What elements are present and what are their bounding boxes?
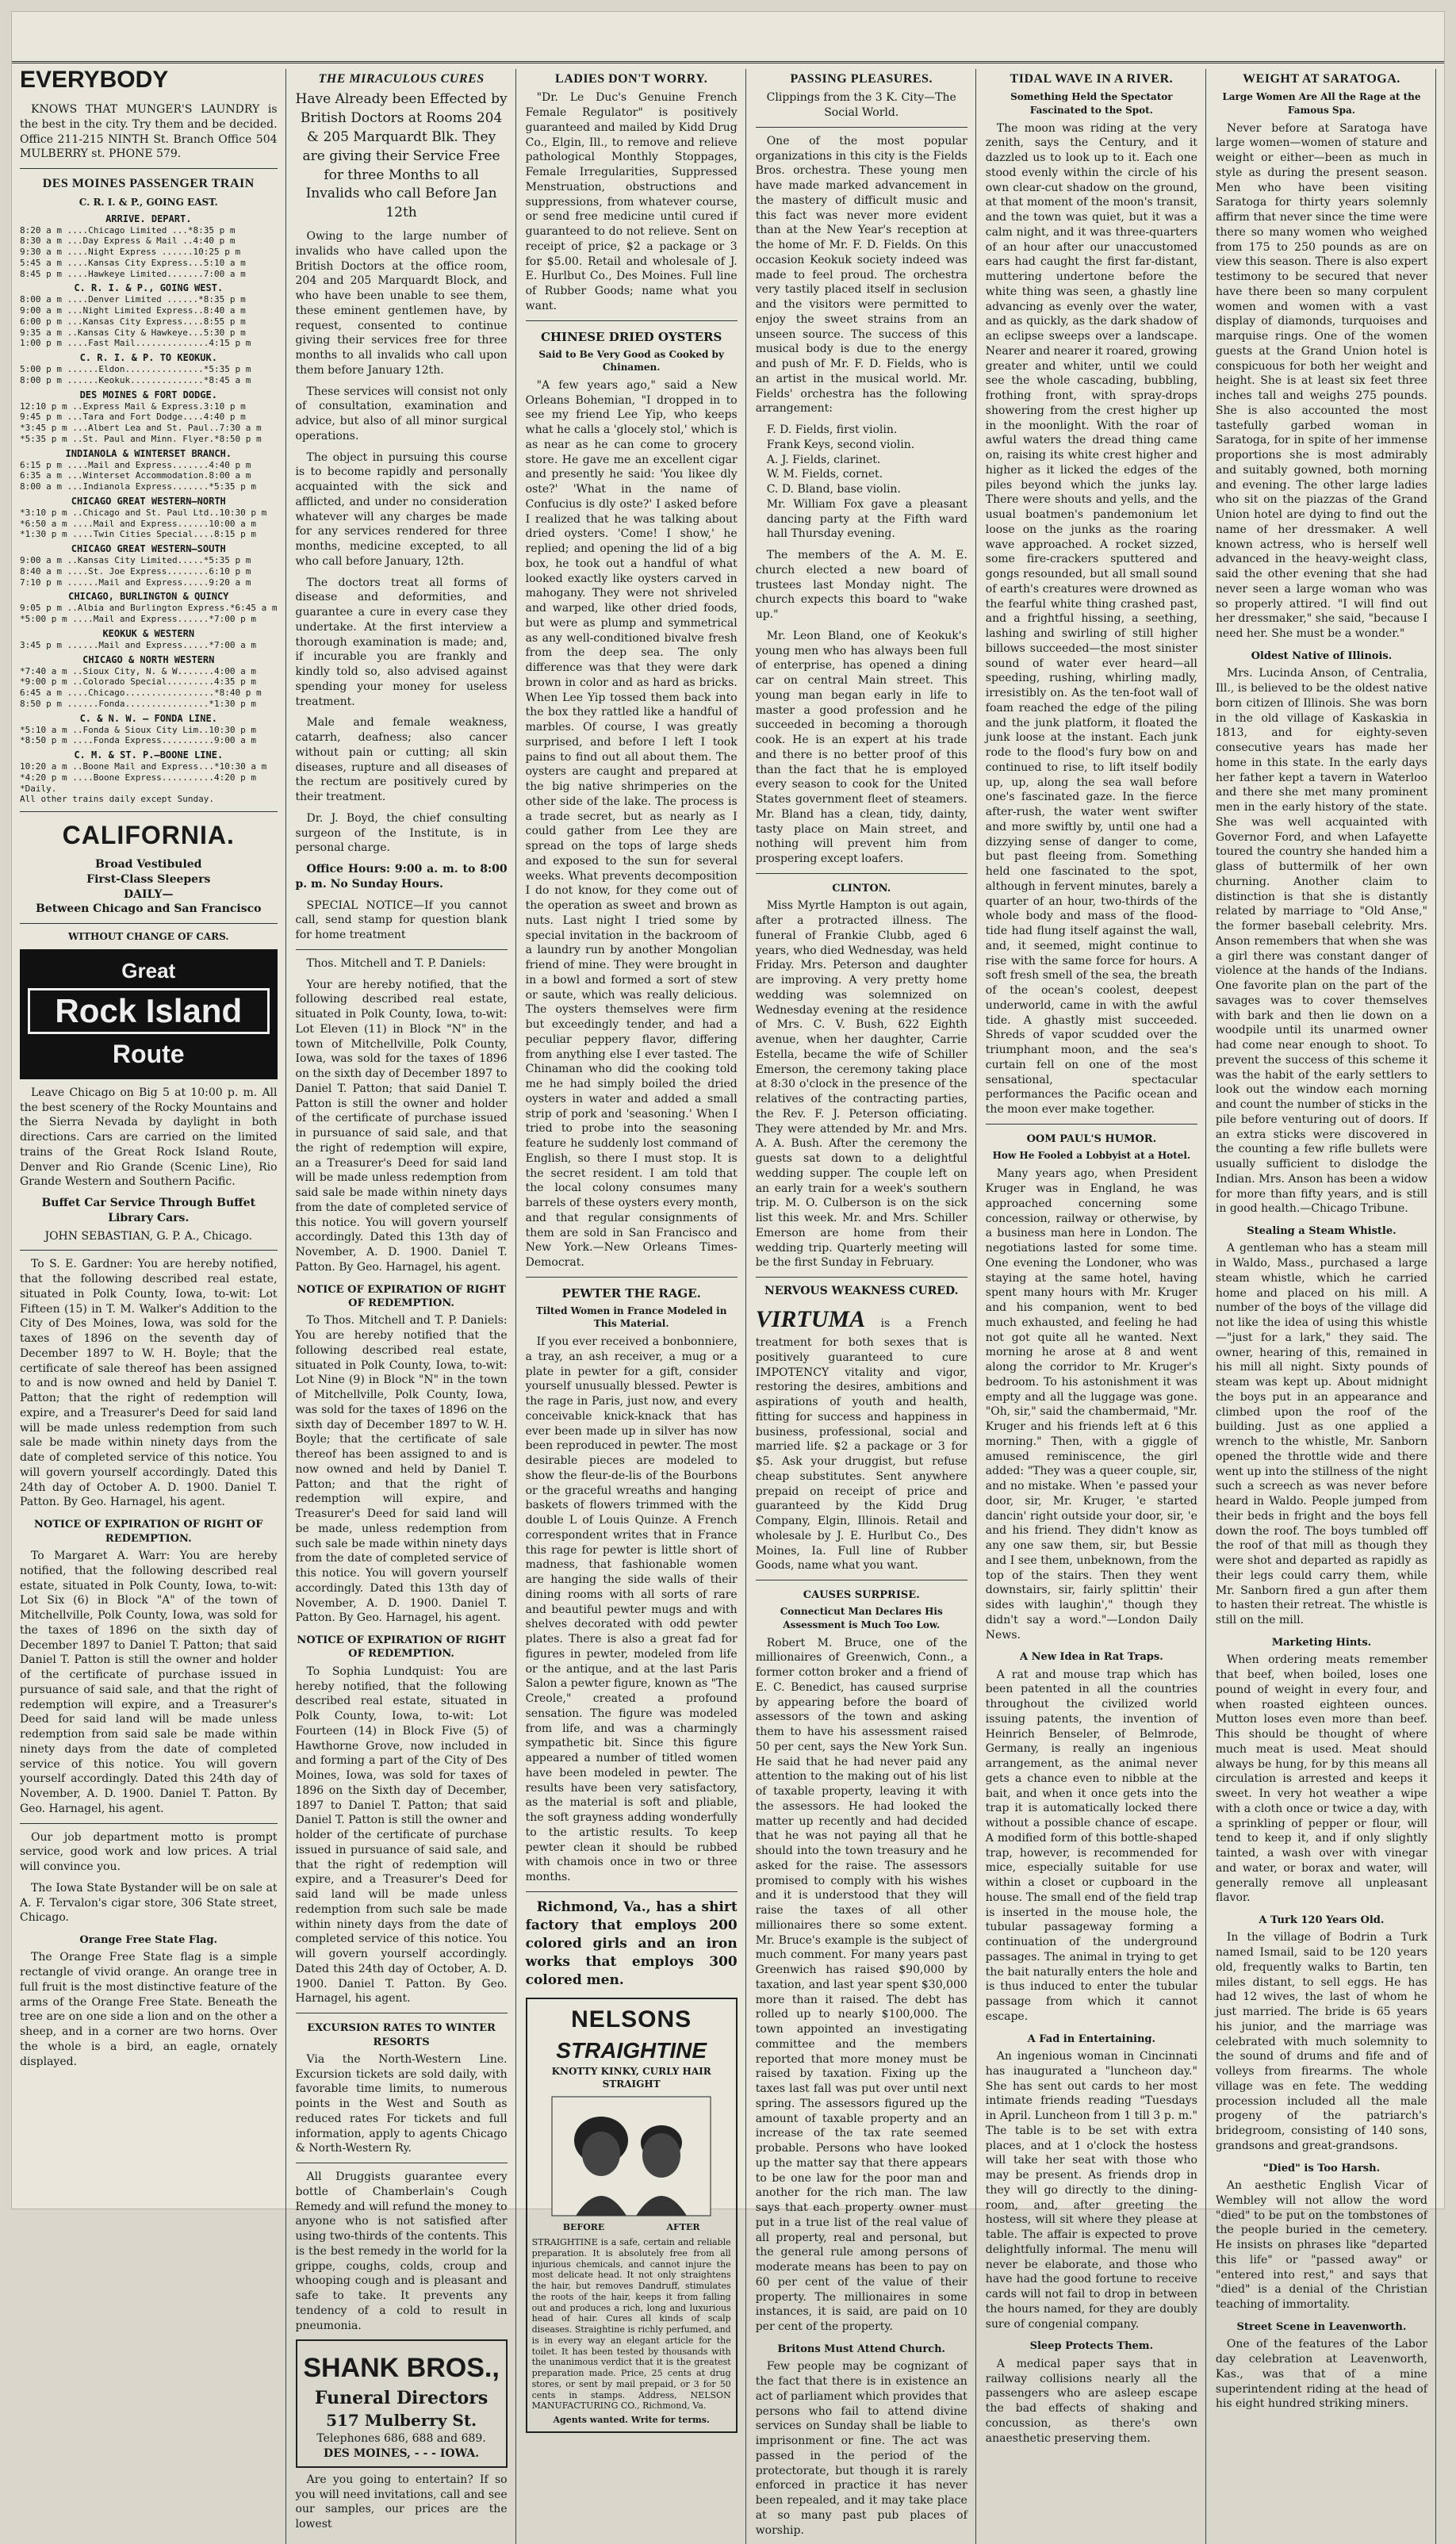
- divider: [20, 811, 278, 812]
- timetable-row: *3:10 p m ..Chicago and St. Paul Ltd..10:30 p m: [20, 507, 267, 518]
- timetable-row: *5:35 p m ..St. Paul and Minn. Flyer.*8:50 p m: [20, 433, 262, 444]
- pewter-subheading: Tilted Women in France Modeled in This Material.: [535, 1305, 727, 1330]
- column-1: [20, 69, 286, 2544]
- rock-island-logo: [20, 949, 278, 1079]
- causes-subheading: Connecticut Man Declares His Assessment is Much Too Low.: [780, 1606, 943, 1630]
- nelson-title: NELSONS: [571, 2006, 692, 2033]
- cures-body: Dr. J. Boyd, the chief consulting surgeon of the Institute, is in personal charge.: [295, 811, 508, 855]
- special-notice: SPECIAL NOTICE—If you cannot call, send stamp for question blank for home treatment: [295, 898, 508, 942]
- shank-bros-subtitle: Funeral Directors: [314, 2388, 489, 2408]
- oldest-native-heading: Oldest Native of Illinois.: [1251, 649, 1393, 662]
- timetable-row: 9:05 p m ..Albia and Burlington Express.*6:45 a m: [20, 603, 278, 614]
- marketing-body: When ordering meats remember that beef, when boiled, loses one pound of weight in every four, and when roasted eighteen ounces. Mutton loses even more than beef. This should be thought of where much meat is used. Meat should always be hung, for by this means all circulation is arrested and keeps it sweet. In very hot weather a wipe with a cloth once or twice a day, with a sprinkling of pepper or flour, will tend to keep it, and if only slightly tainted, a wash over with vinegar and water, or borax and water, will generally remove all unpleasant flavor.: [1215, 1653, 1427, 1905]
- oom-paul-body: Many years ago, when President Kruger was in England, he was approached concerning some concession, railway or otherwise, by a business man here in London. The negotiations lasted for some time. One evening the Londoner, who was staying at the same hotel, having spent many hours with Mr. Kruger and his companion, went to bed much exhausted, and feeling he had not got quite all he wanted. Next morning he arose at 8 and went along the corridor to Mr. Kruger's bedroom. To his astonishment it was empty and all the luggage was gone. "Oh, sir," said the chambermaid, "Mr. Kruger and his friends left at 6 this morning." Then, with a giggle of amused reminiscence, the girl added: "They was a queer couple, sir, and no mistake. When 'e passed your door, sir, Mr. Kruger, 'e started dancin' right outside your door, sir, 'e and his friend. They didn't know as any one saw them, sir, but Bessie and I see them, unbeknown, from the top of the stairs. Then they went downstairs, sir, fairly splittin' their sides with laughin'," though they didn't say a word."—London Daily News.: [985, 1167, 1197, 1642]
- article-heading: Orange Free State Flag.: [79, 1934, 218, 1947]
- timetable-row: 6:45 a m ....Chicago.................*8:40 p m: [20, 688, 262, 699]
- timetable-row: 8:00 a m ...Indianola Express.......*5:35 p m: [20, 481, 257, 492]
- article-body: Mr. Leon Bland, one of Keokuk's young men who has always been full of enterprise, has opened a dining car on central Main street. This young man began early in life to master a good profession and he succeeded in becoming a thorough cook. He is an expert at his trade and there is no better proof of this than the fact that he is employed every season to cook for the United States government fleet of steamers. Mr. Bland has a clean, tidy, dainty, tasty place on Main street, and nothing will prevent him from prospering except loafers.: [755, 629, 967, 866]
- timetable-row: 8:45 p m ....Hawkeye Limited.......7:00 a m: [20, 268, 246, 279]
- timetable-row: *7:40 a m ..Sioux City, N. & W.......4:00 a m: [20, 665, 257, 676]
- street-scene-body: One of the features of the Labor day celebration at Leavenworth, Kas., was that of a mine superintendent riding at the head of his eight hundred striking miners.: [1215, 2338, 1427, 2411]
- column-5: [986, 69, 1206, 2544]
- whistle-body: A gentleman who has a steam mill in Waldo, Mass., purchased a large steam whistle, which he carried home and placed on his mill. A number of the boys of the village did not like the idea of using this whistle—"just for a lark," they said. The owner, hearing of this, remained in his mill all night. Sixty pounds of steam was kept up. About midnight the boys put in an appearance and climbed upon the roof of the building. Just as one applied a wrench to the whistle, Mr. Sanborn opened the throttle wide and there went up into the stillness of the night such a screech as was never before heard in Waldo. People jumped from their beds in fright and the boys fell down the roof. The boys tumbled off the roof of that mill as though they were shot and departed as rapidly as their legs could carry them, while Mr. Sanborn fired a gun after them to hasten their retreat. The whistle is still on the mill.: [1215, 1242, 1427, 1627]
- oom-paul-subheading: How He Fooled a Lobbyist at a Hotel.: [992, 1150, 1191, 1162]
- oysters-body: "A few years ago," said a New Orleans Bohemian, "I dropped in to see my friend Lee Yip, who keeps what he calls a 'glocely stol,' which is as near as he can come to grocery store. He gave me an excellent cigar and presently he said: 'You likee dly oste?' 'What in the name of Confucius is dly oste?' I asked before I realized that he was talking about dried oysters. 'Come! I show,' he replied; and opening the lid of a big box, he took out a handful of what looked exactly like oysters carved in mahogany. They were not shriveled and warped, like other dried foods, but were as plump and symmetrical as any well-conditioned bivalve fresh from the deep sea. The only difference was that they were dark brown in color and as hard as bricks. When Lee Yip tossed them back into the box they rattled like a handful of marbles. Of course, I was greatly surprised, and before I left I took pains to find out all about them. The oysters are caught and prepared at the big native shrimperies on the other side of the lake. The process is a trade secret, but as nearly as I could gather from Lee they are spread on the tops of large sheds and exposed to the sun for several weeks. What prevents decomposition I do not know, for they come out of the operation as sweet and brown as nuts. Last night I tried some by special invitation in the backroom of a laundry run by another Mongolian friend of mine. They were brought in in a bowl and formed a sort of stew or saute, which was really delicious. The oysters themselves were firm but exceedingly tender, and had a peculiar peppery flavor, differing from anything else I ever tasted. The Chinaman who did the cooking told me he had simply boiled the dried oysters in water and added a small strip of pork and 'seasoning.' When I tried to probe into the seasoning feature he suddenly lost command of English, so there I must stop. It is the secret resident. I am told that the local colony consumes many barrels of these oysters every month, and that regular consignments of them are sold in San Francisco and New York.—New Orleans Times-Democrat.: [525, 378, 738, 1270]
- timetable-row: *5:10 a m ..Fonda & Sioux City Lim..10:30 p m: [20, 724, 257, 735]
- office-hours: Office Hours: 9:00 a. m. to 8:00 p. m. No Sunday Hours.: [295, 863, 508, 891]
- roster-line: C. D. Bland, base violin.: [766, 483, 901, 496]
- roster-line: Mr. William Fox gave a pleasant dancing party at the Fifth ward hall Thursday evening.: [766, 497, 967, 541]
- timetable-section-heading: KEOKUK & WESTERN: [102, 627, 195, 639]
- roster-line: A. J. Fields, clarinet.: [766, 453, 881, 466]
- divider: [20, 1823, 278, 1824]
- timetable-row: *9:00 p m ..Colorado Special.........4:35 p m: [20, 676, 257, 688]
- timetable-row: 9:35 a m ..Kansas City & Hawkeye...5:30 p m: [20, 327, 246, 338]
- pewter-body: If you ever received a bonbonniere, a tray, an ash receiver, a mug or a plate in pewter for a gift, consider yourself unusually blessed. Pewter is the rage in Paris, just now, and every conceivable knick-knack that has ever been made up in silver has now been reproduced in pewter. The most desirable pieces are modeled to show the fleur-de-lis of the Bourbons or the graceful wreaths and hanging baskets of flowers trimmed with the double L of Louis Quinze. A French correspondent writes that in France this rage for pewter is little short of madness, that fashionable women are hanging the side walls of their dining rooms with all sorts of rare and beautiful pewter mugs and with shelves decorated with odd pewter plates. There is also a great fad for figures in pewter, modeled from life or the antique, and at the last Paris Salon a pewter figure, known as "The Creole," created a profound sensation. The figure was modeled from life, and was a charmingly sympathetic bit. Since this figure appeared a number of titled women have been modeled in pewter. The results have been very satisfactory, as the material is soft and pliable, the soft grayness adding wonderfully to the artistic results. To keep pewter clean it should be rubbed with chamois once in two or three months.: [525, 1335, 738, 1884]
- without-change-line: WITHOUT CHANGE OF CARS.: [67, 931, 229, 943]
- timetable-row: 9:00 a m ..Kansas City Limited.....*5:35 p m: [20, 555, 251, 566]
- divider: [756, 127, 967, 128]
- virtuma-ad: [756, 1304, 967, 1573]
- cal-line: DAILY—: [124, 887, 174, 901]
- timetable-row: 8:00 a m ....Denver Limited ......*8:35 p m: [20, 294, 246, 305]
- turk-heading: A Turk 120 Years Old.: [1259, 1914, 1385, 1927]
- cal-line: Between Chicago and San Francisco: [36, 902, 262, 916]
- shank-bros-telephones: Telephones 686, 688 and 689.: [316, 2432, 486, 2446]
- nervous-weakness-heading: NERVOUS WEAKNESS CURED.: [764, 1285, 959, 1298]
- job-department-note: Our job department motto is prompt service, good work and low prices. A trial will convince you.: [20, 1830, 278, 1874]
- article-body: One of the most popular organizations in this city is the Fields Bros. orchestra. These young men have made marked advancement in the mastery of difficult music and this fact was never more evident than at the New Year's reception at the home of Mr. F. D. Fields. On this occasion Keokuk society indeed was made to feel proud. The orchestra very tastily placed itself in seclusion and the visitors were permitted to enjoy the sweet strains from an unseen source. The success of this musical body is due to the energy and push of Mr. F. D. Fields, who is an artist in the musical world. Mr. Fields' orchestra has the following arrangement:: [755, 134, 967, 416]
- timetable-row: 7:10 p m ......Mail and Express.....9:20 a m: [20, 577, 251, 588]
- cures-body: These services will consist not only of consultation, examination and advice, but also of all minor surgical operations.: [295, 385, 508, 443]
- sleep-body: A medical paper says that in railway collisions nearly all the passengers who are asleep escape the bad effects of shaking and concussion, as there's own anaesthetic preserving them.: [985, 2357, 1197, 2445]
- died-body: An aesthetic English Vicar of Wembley will not allow the word "died" to be put on the tombstones of the people buried in the cemetery. He insists on phrases like "departed this life" or "passed away" or "entered into rest," and says that "died" is a denial of the Christian teaching of immortality.: [1215, 2179, 1427, 2312]
- saratoga-body: Never before at Saratoga have large women—women of stature and weight or either—been as much in style as during the present season. Men who have been visiting Saratoga for thirty years solemnly affirm that never since the time were there so many women who weighed from 175 to 250 pounds as are on view this season. There is also expert testimony to be secured that never have there been so many corpulent women and women with a vast display of diamonds, turquoises and marquise rings. One of the women guests at the Grand Union hotel is conspicuous for both her weight and height. She is at least six feet three inches tall and weighs 275 pounds. She is also accounted the most tastefully garbed woman in Saratoga, for in spite of her immense proportions she is most admirably and suitably gowned, both morning and evening. The other large ladies who sit on the piazzas of the Grand Union hotel are dying to find out the name of her dressmaker. A well known actress, who is herself well advanced in the heavy-weight class, said the other evening that she had never seen a large woman who was so properly attired. "I will find out her dressmaker," she said, "because I need her. She must be a wonder.": [1215, 121, 1427, 641]
- rock-agent: JOHN SEBASTIAN, G. P. A., Chicago.: [44, 1229, 253, 1243]
- oldest-native-body: Mrs. Lucinda Anson, of Centralia, Ill., is believed to be the oldest native born citizen of Illinois. She was born in the old village of Kaskaskia in 1813, and for eighty-seven consecutive years has made her home in this state. In the early days her father kept a tavern in Waterloo and there she met many prominent men in the early history of the state. She was well acquainted with Governor Ford, and when Lafayette toured the country she handed him a glass of buttermilk of her own churning. Another claim to distinction is that she is distantly related by marriage to "Old Anse," the former baseball celebrity. Mrs. Anson remembers that when she was a girl there was constant danger of violence at the hands of the Indians. One favorite plan on the part of the savages was to cover themselves with bark and then lie down on a woodpile until its unarmed owner had come near enough to shoot. To prevent the success of this scheme it was the habit of the early settlers to look out the window each morning and count the number of sticks in the pile before venturing out of doors. If an extra sticks were discovered in the counting a few rifle bullets were usually sufficient to dislodge the Indian. Mrs. Anson has been a widow for more than fifty years, and is still in good health.—Chicago Tribune.: [1215, 667, 1427, 1216]
- divider: [526, 1891, 738, 1892]
- roster-line: W. M. Fields, cornet.: [766, 468, 883, 481]
- divider: [20, 1250, 278, 1251]
- timetable-section-heading: C. R. I. & P., GOING WEST.: [74, 282, 224, 294]
- timetable-row: *4:20 p m ....Boone Express..........4:20 p m: [20, 772, 257, 783]
- virtuma-ad-text: is a French treatment for both sexes that is positively guaranteed to cure IMPOTENCY vitality and vigor, restoring the desires, ambitions and aspirations of youth and health, fitting for success and happiness in business, professional, social and married life. $2 a package or 3 for $5. Ask your druggist, but refuse cheap substitutes. Sent anywhere prepaid on receipt of price and guaranteed by the Kidd Drug Company, Elgin, Illinois. Retail and wholesale by J. E. Hurlbut Co., Des Moines, Ia. Full line of Rubber Goods, name what you want.: [755, 1316, 967, 1573]
- divider: [526, 320, 738, 321]
- timetable-section-heading: C. & N. W. — FONDA LINE.: [79, 712, 217, 724]
- timetable-row: 8:00 p m ......Keokuk..............*8:45 a m: [20, 374, 251, 385]
- timetable-section-heading: C. R. I. & P. TO KEOKUK.: [79, 352, 217, 364]
- clinton-heading: CLINTON.: [832, 882, 891, 895]
- timetable-row: 8:50 p m ......Fonda................*1:30 p m: [20, 698, 257, 709]
- nelson-agents: Agents wanted. Write for terms.: [553, 2415, 710, 2426]
- oysters-heading: CHINESE DRIED OYSTERS: [540, 329, 722, 344]
- clippings-line: Clippings from the 3 K. City—The Social World.: [766, 91, 956, 120]
- cal-line: First-Class Sleepers: [86, 872, 211, 886]
- timetable-row: All other trains daily except Sunday.: [20, 794, 215, 805]
- timetable-section-heading: INDIANOLA & WINTERSET BRANCH.: [65, 447, 232, 459]
- train-schedule-subheading: C. R. I. & P., GOING EAST.: [79, 196, 218, 208]
- timetable-row: *8:50 p m ....Fonda Express..........9:00 a m: [20, 735, 257, 746]
- timetable-row: 9:45 p m ...Tara and Fort Dodge....4:40 p m: [20, 412, 246, 423]
- causes-body: Robert M. Bruce, one of the millionaires of Greenwich, Conn., a former cotton broker and a friend of E. C. Benedict, has caused surprise by appearing before the board of assessors of the town and asking them to have his assessment raised 50 per cent, says the New York Sun. He said that he had never paid any attention to the making out of his list of taxable property, leaving it with the assessors. He had looked the matter up recently and had decided that he was not paying all that he should into the town treasury and he asked for the raise. The assessors promised to comply with his wishes and it is understood that they will raise the taxes of all other millionaires there so some extent. Mr. Bruce's example is the subject of much comment. For many years past Greenwich has raised $90,000 by taxation, and last year spent $30,000 more than it raised. The debt has rolled up to nearly $100,000. The town appointed an investigating committee and the members reported that more money must be raised by taxation. Fixing up the taxes last fall was put over until next spring. The assessors figured up the amount of taxable property and an increase of the tax rate seemed probable. Persons who have looked up the matter say that there appears to be one law for the poor man and another for the rich man. The law says that each property owner must put in a true list of the real value of all property, real and personal, but the general rule among persons of moderate means has been to pay on 60 per cent of the value of their property. The millionaires in some instances, it is said, are paid on 10 per cent of the property.: [755, 1636, 967, 2334]
- timetable-section-heading: DES MOINES & FORT DODGE.: [79, 389, 217, 400]
- excursion-body: Via the North-Western Line. Excursion tickets are sold daily, with favorable time limits, to numerous points in the West and South as reduced rates For tickets and full information, apply to agents Chicago & North-Western Ry.: [295, 2052, 508, 2155]
- cures-body: Male and female weakness, catarrh, deafness; also cancer without pain or cutting; all skin diseases, rupture and all diseases of the rectum are positively cured by their treatment.: [295, 716, 508, 804]
- shank-bros-address: 517 Mulberry St.: [326, 2411, 477, 2431]
- timetable-row: 12:10 p m ..Express Mail & Express.3:10 p m: [20, 400, 246, 412]
- marketing-heading: Marketing Hints.: [1271, 1636, 1372, 1649]
- timetable-row: 6:15 p m ....Mail and Express.......4:40 p m: [20, 459, 251, 470]
- timetable-section-heading: CHICAGO, BURLINGTON & QUINCY: [68, 591, 229, 603]
- munger-ad: KNOWS THAT MUNGER'S LAUNDRY is the best in the city. Try them and be decided. Office 211-215 NINTH St. Branch Office 504 MULBERRY st. PHONE 579.: [20, 103, 278, 161]
- excursion-heading: EXCURSION RATES TO WINTER RESORTS: [307, 2022, 496, 2048]
- timetable-row: 8:40 a m ....St. Joe Express........6:10 p m: [20, 565, 251, 577]
- saratoga-heading: WEIGHT AT SARATOGA.: [1243, 72, 1400, 86]
- california-headline: CALIFORNIA.: [62, 821, 235, 850]
- timetable-row: *6:50 a m ....Mail and Express......10:00 a m: [20, 518, 257, 529]
- roster-line: Frank Keys, second violin.: [766, 438, 915, 451]
- rock-great-text: Great: [121, 959, 176, 983]
- orchestra-roster: [767, 423, 967, 542]
- train-timetable: [20, 213, 278, 806]
- legal-notice: To Thos. Mitchell and T. P. Daniels: You are hereby notified that the following described real estate, situated in Polk County, Iowa, to-wit: Lot Nine (9) in Block "N" in the town of Mitchellville, Polk County, Iowa, was sold for the taxes of 1896 on the sixth day of December 1897 to W. H. Boyle; that the certificate of sale thereof has been assigned to and is now owned and held by Daniel T. Patton; and that the right of redemption will expire, and Treasurer's Deed for said land will be made, unless redemption from such sale be made within ninety days from the date of completed service of this notice. You will govern yourself accordingly. Dated this 13th day of November, A. D. 1900. Daniel T. Patton. By Geo. Harnagel, his agent.: [295, 1314, 508, 1625]
- column-2: [296, 69, 516, 2544]
- cures-body: The doctors treat all forms of disease and deformities, and guarantee a cure in every case they undertake. At the first interview a thorough examination is made; and, if incurable you are frankly and kindly told so, also advised against spending your money for useless treatment.: [295, 576, 508, 708]
- saratoga-subheading: Large Women Are All the Rage at the Famous Spa.: [1222, 91, 1421, 116]
- timetable-row: 9:00 a m ...Night Limited Express..8:40 a m: [20, 305, 246, 316]
- whistle-heading: Stealing a Steam Whistle.: [1247, 1225, 1397, 1237]
- timetable-row: 9:30 a m ....Night Express ......10:25 p m: [20, 247, 241, 258]
- timetable-row: *Daily.: [20, 783, 57, 794]
- rat-trap-body: A rat and mouse trap which has been patented in all the countries throughout the civilized world issuing patents, the invention of Heinrich Benseler, of Belmrode, Germany, is really an ingenious arrangement, as the animal never gets a chance even to nibble at the bait, and when it once gets into the trap it is automatically locked there without a possible chance of escape. A modified form of this bottle-shaped trap, however, is recommended for mice, especially suitable for use within a closet or cupboard in the house. The small end of the field trap is inserted in the mouse hole, the tubular passageway forming a continuation of the underground passages. The animal in trying to get the bait naturally enters the hole and is thus induced to enter the tubular passage from which it cannot escape.: [985, 1668, 1197, 2023]
- legal-notice-heading: NOTICE OF EXPIRATION OF RIGHT OF REDEMPTION.: [34, 1519, 263, 1545]
- timetable-row: *1:30 p m ....Twin Cities Special....8:15 p m: [20, 529, 257, 540]
- church-heading: Britons Must Attend Church.: [777, 2343, 946, 2355]
- timetable-row: 6:00 p m ...Kansas City Express....8:55 p m: [20, 316, 246, 327]
- shank-bros-name: SHANK BROS.,: [303, 2353, 500, 2384]
- divider: [756, 873, 967, 874]
- druggists-ad: All Druggists guarantee every bottle of Chamberlain's Cough Remedy and will refund the money to anyone who is not satisfied after using two-thirds of the contents. This is the best remedy in the world for la grippe, coughs, colds, croup and whooping cough and is pleasant and safe to take. It prevents any tendency of a cold to result in pneumonia.: [295, 2170, 508, 2332]
- timetable-row: 5:45 a m ....Kansas City Express...5:10 a m: [20, 257, 246, 268]
- timetable-section-heading: CHICAGO & NORTH WESTERN: [82, 653, 215, 665]
- rock-island-text: Rock Island: [28, 988, 270, 1034]
- legal-notice: Your are hereby notified, that the following described real estate, situated in Polk County, Iowa, to-wit: Lot Eleven (11) in Block "N" in the town of Mitchellville, Polk County, Iowa, was sold for the taxes of 1896 on the sixth day of December 1897 to Daniel T. Patton; that said Daniel T. Patton is still the owner and holder of the certificate of purchase issued in pursuance of said sale, and that the right of redemption will expire, an a Treasurer's Deed for said land will be made unless redemption from said sale be made within ninety days from the date of completed service of this notice. You will govern yourself accordingly. Dated this 13th day of November, A. D. 1900. Daniel T. Patton. By Geo. Harnagel, his agent.: [295, 978, 508, 1274]
- legal-notice: To Margaret A. Warr: You are hereby notified, that the following described real estate, situated in Polk County, Iowa, to-wit: Lot Six (6) in Block "A" of the town of Mitchellville, Polk County, Iowa, was sold for the taxes of 1896 on the sixth day of December 1897 to Daniel T. Patton; that said Daniel T. Patton is still the owner and holder of the certificate of purchase issued in pursuance of said sale, and that the right of redemption will expire, and a Treasurer's Deed for said land will be made unless redemption from said sale be made within ninety days from the date of completed service of this notice. You will govern yourself accordingly. Dated this 24th day of November, A. D. 1900. Daniel T. Patton. By Geo. Harnagel, his agent.: [20, 1550, 278, 1815]
- article-body: The Orange Free State flag is a simple rectangle of vivid orange. An orange tree in full fruit is the most distinctive feature of the arms of the Orange Free State. Beneath the tree are on one side a lion and on the other a sheep, and in a corner are two horns. Over the whole is a bird, an eagle, ornately displayed.: [20, 1951, 278, 2068]
- fad-heading: A Fad in Entertaining.: [1027, 2033, 1156, 2045]
- fad-body: An ingenious woman in Cincinnati has inaugurated a "luncheon day." She has sent out cards to her most intimate friends reading "Tuesdays in April. Luncheon from 1 till 3 p. m." The table is to be set with extra places, and at 1 o'clock the hostess will take her seat with those who may be present. As friends drop in they will go directly to the dining-room, and, after greeting the hostess, will sit where they please at table. The affair is expected to prove delightfully informal. The menu will never be elaborate, and those who have had the good fortune to receive cards will not fail to drop in between the hours named, for they are doubly sure of congenial company.: [985, 2050, 1197, 2331]
- everybody-headline: EVERYBODY: [20, 67, 169, 93]
- died-heading: "Died" is Too Harsh.: [1263, 2162, 1381, 2174]
- tidal-wave-body: The moon was riding at the very zenith, says the Century, and it dazzled us to look up to it. Each one stood evenly within the circle of his own clear-cut shadow on the ground, at that moment of the moon's transit, and the town was quiet, but it was a calm night, and it was three-quarters of an hour after our unaccustomed ears had caught the first far-distant, muttering undertone before the white thing was seen, a ghastly line advancing as evenly over the water, and as quickly, as the dark shadow of an eclipse sweeps over a landscape. Nearer and nearer it roared, growing greater and whiter, until we could see the whole cascading, bubbling, frothing front, with spray-drops showering from the crest higher up in the moonlight. With the roar of awful waters the dread thing came on, raising its white crest higher and higher as it licked the edges of the piles beyond which the junks lay. There were shouts and yells, and the usual boatmen's pandemonium let loose on the junks as the roaring wave approached. A rocket sizzed, some fire-crackers sputtered and gongs resounded, but all small sound of earth's creatures were drowned as the fearful white thing crashed past, and a frightful hissing, a seething, lashing and swirling of still higher billows succeeded—the most sinister sound of water ever heard—all speeding, rushing, whirling madly, irresistibly on. As the ten-foot wall of foam reached the edge of the piling and the junk platform, it floated the junk loose at the instant. Each junk rode to the flood's fury bow on and continued to rise, to lift itself bodily up, up, along the sea wall before one's fascinated gaze. In the fierce after-rush, the water went swifter and more swiftly by, until one had a dizzying sense of danger to come, but past fleeing from. Something held one fascinated to the spot, although in fervent minutes, barely a quarter of an hour, two-thirds of the whole body and mass of the flood-tide had flung itself against the wall, and, it seemed, might continue to rise with the same force for hours. A soft fresh smell of the sea, the breath of the ocean's coolest, deepest underworld, came in with the awful tide. A ghastly mist succeeded. Shreds of vapor scudded over the triumphant moon, and the sea's curtain fell on one of the most sensational, spectacular performances the Pacific ocean and the moon ever make together.: [985, 121, 1197, 1117]
- shank-bros-ad: [296, 2339, 508, 2467]
- newspaper-page: [11, 11, 1445, 2537]
- ladies-ad: "Dr. Le Duc's Genuine French Female Regulator" is positively guaranteed and mailed by Kidd Drug Co., Elgin, Ill., to remove and relieve pathological Monthly Stoppages, Female Irregularities, Suppressed Menstruation, obstructions and suppressions, from whatever course, or send free medicine until cured if guaranteed to do not relieve. Sent on receipt of price, $2 a package or 3 for $5.00. Retail and wholesale of J. E. Hurlbut Co., Des Moines. Full line of Rubber Goods; name what you want.: [525, 91, 738, 312]
- shank-bros-city: DES MOINES, - - - IOWA.: [323, 2447, 480, 2461]
- nelson-product: STRAIGHTINE: [556, 2037, 707, 2063]
- legal-notice: To S. E. Gardner: You are hereby notified, that the following described real estate, situated in Polk County, Iowa, to-wit: Lot Fifteen (15) in T. M. Walker's Addition to the City of Des Moines, Iowa, was sold for the taxes of 1896 on the seventh day of December 1897 to W. H. Boyle; that the certificate of sale thereof has been assigned to and is now owned and held by Daniel T. Patton; that the right of redemption will expire, and a Treasurer's Deed for said land will be made unless redemption from such sale be made within ninety days from the date of completed service of this notice. You will govern yourself accordingly. Dated this 24th day of October A. D. 1900. Daniel T. Patton. By Geo. Harnagel, his agent.: [20, 1258, 278, 1509]
- timetable-section-heading: CHICAGO GREAT WESTERN—SOUTH: [71, 543, 226, 555]
- invitation-ad: Are you going to entertain? If so you will need invitations, call and see our samples, our prices are the lowest: [295, 2473, 508, 2531]
- church-body: Few people may be cognizant of the fact that there is in existence an act of parliament which provides that persons who fail to attend divine services on Sunday shall be liable to imprisonment or fine. The act was passed in the period of the protectorate, but though it is rarely enforced in practice it has never been repealed, and it may take place at so many past pub places of worship.: [755, 2360, 967, 2537]
- cures-body: The object in pursuing this course is to become rapidly and personally acquainted with the sick and afflicted, and under no consideration whatever will any charges be made for any services rendered for three months, medicine excepted, to all who call before January, 12th.: [295, 450, 508, 568]
- cures-intro: Have Already been Effected by British Doctors at Rooms 204 & 205 Marquardt Blk. They are giving their Service Free for three Months to all Invalids who call Before Jan 12th: [295, 91, 508, 221]
- train-schedule-heading: DES MOINES PASSENGER TRAIN: [42, 177, 255, 191]
- cal-line: Broad Vestibuled: [95, 858, 202, 872]
- article-body: The members of the A. M. E. church elected a new board of trustees last Monday night. The church expects this board to "wake up.": [755, 549, 967, 622]
- divider: [20, 923, 278, 924]
- legal-notice-heading: NOTICE OF EXPIRATION OF RIGHT OF REDEMPTION.: [297, 1634, 506, 1661]
- timetable-row: 3:45 p m ......Mail and Express.....*7:00 a m: [20, 639, 257, 650]
- columns: [20, 67, 1436, 2537]
- virtuma-logo-text: VIRTUMA: [755, 1305, 866, 1332]
- divider: [296, 949, 508, 950]
- top-rule: [12, 61, 1444, 63]
- after-label: AFTER: [666, 2222, 700, 2233]
- timetable-row: 5:00 p m ......Eldon...............*5:35 p m: [20, 364, 251, 375]
- oysters-subheading: Said to Be Very Good as Cooked by Chinamen.: [538, 348, 724, 373]
- timetable-row: *5:00 p m ....Mail and Express......*7:00 p m: [20, 614, 257, 625]
- legal-notice-heading: NOTICE OF EXPIRATION OF RIGHT OF REDEMPTION.: [297, 1283, 506, 1309]
- rock-route-text: Route: [112, 1040, 185, 1069]
- tidal-wave-heading: TIDAL WAVE IN A RIVER.: [1010, 72, 1174, 86]
- timetable-section-heading: ARRIVE. DEPART.: [105, 213, 192, 224]
- nelsons-straightine-ad: [526, 1998, 738, 2433]
- roster-line: F. D. Fields, first violin.: [766, 423, 898, 437]
- column-6: [1216, 69, 1436, 2544]
- oom-paul-heading: OOM PAUL'S HUMOR.: [1026, 1132, 1157, 1145]
- rock-service-line: Buffet Car Service Through Buffet Library Cars.: [41, 1197, 256, 1224]
- nelson-body: STRAIGHTINE is a safe, certain and reliable preparation. It is absolutely free from all injurious chemicals, and cannot injure the most delicate head. It not only straightens the hair, but removes Dandruff, stimulates the roots of the hair, keeps it from falling out and produces a rich, long and luxurious head of hair. Cures all kinds of scalp diseases. Straightine is richly perfumed, and is in every way an elegant article for the toilet. It has been tested by thousands with the unanimous verdict that it is the greatest preparation made. Price, 25 cents at drug stores, or sent by mail prepaid, or 3 for 50 cents in stamps. Address, NELSON MANUFACTURING CO., Richmond, Va.: [531, 2237, 731, 2412]
- before-after-portrait-illustration: [552, 2097, 711, 2216]
- timetable-row: 8:30 a m ...Day Express & Mail ..4:40 p m: [20, 236, 236, 247]
- rock-island-body: Leave Chicago on Big 5 at 10:00 p. m. All the best scenery of the Rocky Mountains and the Sierra Nevada by daylight in both directions. Cars are carried on the limited trains of the Great Rock Island Route, Denver and Rio Grande (Scenic Line), Rio Grande Western and Southern Pacific.: [20, 1086, 278, 1189]
- timetable-row: 8:20 a m ....Chicago Limited ...*8:35 p m: [20, 224, 236, 236]
- bystander-note: The Iowa State Bystander will be on sale at A. F. Tervalon's cigar store, 306 State street, Chicago.: [20, 1881, 278, 1925]
- timetable-row: *3:45 p m ...Albert Lea and St. Paul..7:30 a m: [20, 423, 262, 434]
- divider: [20, 168, 278, 169]
- ladies-heading: LADIES DON'T WORRY.: [555, 72, 708, 86]
- richmond-note: Richmond, Va., has a shirt factory that employs 200 colored girls and an iron works that employs 300 colored men.: [525, 1898, 738, 1988]
- pewter-heading: PEWTER THE RAGE.: [561, 1285, 701, 1301]
- column-3: [526, 69, 746, 2544]
- divider: [756, 1277, 967, 1278]
- miraculous-cures-heading: THE MIRACULOUS CURES: [318, 72, 485, 86]
- turk-body: In the village of Bodrin a Turk named Ismail, said to be 120 years old, frequently walks to Bartin, ten miles distant, to sell eggs. He has had 12 wives, the last of whom he just married. The bride is 65 years his junior, and the marriage was celebrated with much solemnity to the sound of drums and fife and of volleys from firearms. The whole village was en fete. The wedding procession included all the male progeny of the patriarch's bridegroom, consisting of 140 sons, grandsons and great-grandsons.: [1215, 1931, 1427, 2152]
- column-4: [756, 69, 976, 2544]
- sleep-heading: Sleep Protects Them.: [1029, 2340, 1154, 2353]
- before-label: BEFORE: [562, 2222, 605, 2233]
- clinton-body: Miss Myrtle Hampton is out again, after a protracted illness. The funeral of Frankie Clubb, aged 6 years, who died Wednesday, was held Friday. Mrs. Peterson and daughter are improving. A very pretty home wedding was solemnized on Wednesday evening at the residence of Mrs. C. V. Bush, 622 Eighth avenue, when her daughter, Carrie Estella, became the wife of Schiller Emerson, the ceremony taking place at 8:30 o'clock in the presence of the relatives of the contracting parties, the Rev. F. J. Peterson officiating. They were attended by Mr. and Mrs. A. A. Bush. After the ceremony the guests sat down to a delightful wedding supper. The couple left on an early train for a week's southern trip. M. O. Culberson is on the sick list this week. Mr. and Mrs. Schiller Emerson are home from their wedding trip. Quarterly meeting will be the first Sunday in February.: [755, 899, 967, 1270]
- timetable-row: 10:20 a m ..Boone Mail and Express...*10:30 a m: [20, 761, 267, 772]
- timetable-section-heading: CHICAGO GREAT WESTERN—NORTH: [71, 495, 226, 507]
- legal-notice: To Sophia Lundquist: You are hereby notified, that the following described real estate, situated in Polk County, Iowa, to-wit: Lot Fourteen (14) in Block Five (5) of Hawthorne Grove, now included in and forming a part of the City of Des Moines, Iowa, was sold for taxes of 1896 on the Sixth day of December, 1897 to Daniel T. Patton; that said Daniel T. Patton is still the owner and holder of the certificate of purchase issued in pursuance of said sale, and that the right of redemption will expire, and a Treasurer's Deed for said land will be made unless redemption from such sale be made within ninety days from the date of completed service of this notice. You will govern yourself accordingly. Dated this 24th day of October, A. D. 1900. Daniel T. Patton. By Geo. Harnagel, his agent.: [295, 1665, 508, 2006]
- divider: [526, 1277, 738, 1278]
- cures-body: Owing to the large number of invalids who have called upon the British Doctors at the office room, 204 and 205 Marquardt Block, and who have been unable to see them, these eminent gentlemen have, by request, consented to continue giving their services free for three months to all invalids who call upon them before January 12th.: [295, 230, 508, 377]
- timetable-row: 6:35 a m ...Winterset Accommodation.8:00 a m: [20, 470, 251, 481]
- timetable-row: 1:00 p m ....Fast Mail..............4:15 p m: [20, 338, 251, 349]
- street-scene-heading: Street Scene in Leavenworth.: [1236, 2320, 1407, 2333]
- passing-pleasures-heading: PASSING PLEASURES.: [790, 72, 933, 86]
- nelson-tagline: KNOTTY KINKY, CURLY HAIR STRAIGHT: [551, 2066, 711, 2090]
- rat-trap-heading: A New Idea in Rat Traps.: [1019, 1651, 1163, 1664]
- notice-addressee: Thos. Mitchell and T. P. Daniels:: [306, 956, 486, 970]
- tidal-wave-subheading: Something Held the Spectator Fascinated to the Spot.: [1010, 91, 1173, 116]
- causes-heading: CAUSES SURPRISE.: [803, 1589, 920, 1602]
- timetable-section-heading: C. M. & ST. P.—BOONE LINE.: [74, 749, 224, 761]
